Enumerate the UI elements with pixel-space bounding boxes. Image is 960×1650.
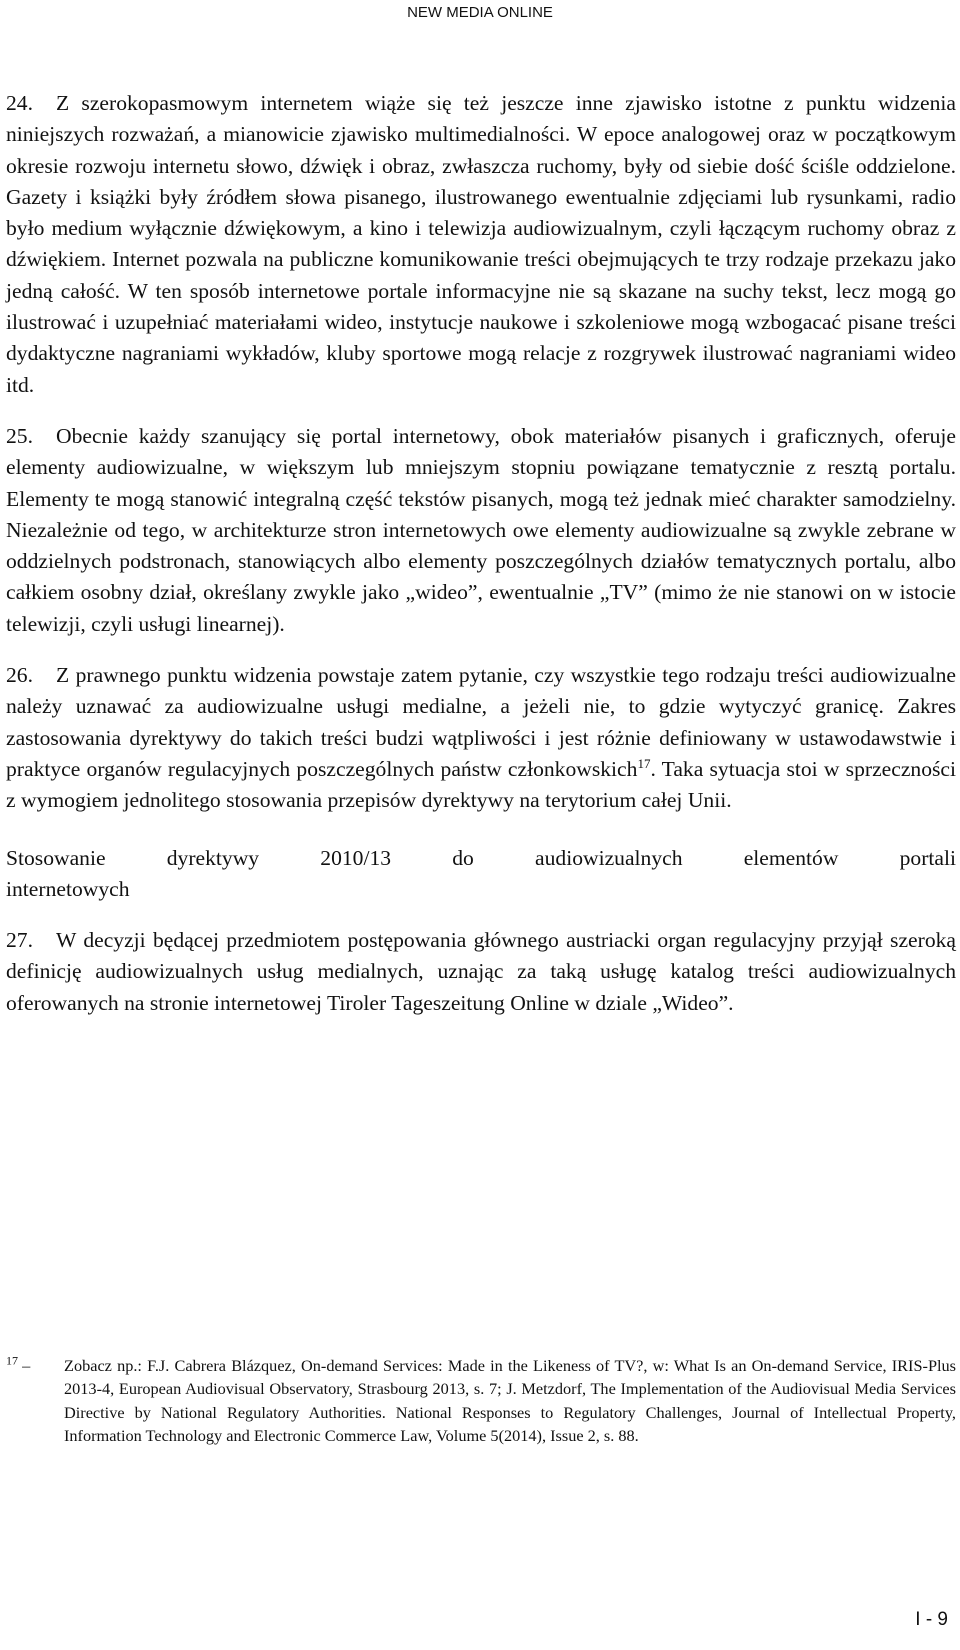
paragraph-number: 26. — [6, 663, 33, 688]
paragraph-24 — [6, 88, 956, 401]
paragraph-number: 24. — [6, 91, 33, 115]
footnote-17 — [6, 1354, 956, 1447]
paragraph-25 — [6, 421, 956, 640]
footnote-reference[interactable]: 17 — [637, 755, 651, 771]
paragraph-27 — [6, 925, 956, 1019]
paragraph-text: W decyzji będącej przedmiotem postępowania głównego austriacki organ regulacyjny przyjął szeroką definicję audiowizualnych usług medialnych, uznając za taką usługę katalog treści audiowizualnych oferowanych na stronie internetowej Tiroler Tageszeitung Online w dziale „Wideo”. — [6, 928, 956, 1015]
page-number: I - 9 — [915, 1609, 948, 1630]
footnote-dash: – — [22, 1356, 31, 1375]
document-body — [6, 88, 956, 1019]
paragraph-26 — [6, 660, 956, 816]
paragraph-text: Obecnie każdy szanujący się portal internetowy, obok materiałów pisanych i graficznych, oferuje elementy audiowizualne, w większym lub mniejszym stopniu powiązane tematycznie z resztą portalu. Elementy te mogą stanowić integralną część tekstów pisanych, mogą też jednak mieć charakter samodzielny. Niezależnie od tego, w architekturze stron internetowych owe elementy audiowizualne są zwykle zebrane w oddzielnych podstronach, stanowiących albo elementy poszczególnych działów tematycznych portalu, albo całkiem osobny dział, określany zwykle jako „wideo”, ewentualnie „TV” (mimo że nie stanowi on w istocie telewizji, czyli usługi linearnej). — [6, 423, 956, 636]
footnote-marker — [6, 1354, 62, 1377]
footnote-text: Zobacz np.: F.J. Cabrera Blázquez, On-demand Services: Made in the Likeness of TV?, w: What Is an On-demand Service, IRIS-Plus 2013-4, European Audiovisual Observatory, Strasbourg 2013, s. 7; J. Metzdorf, The Implementation of the Audiovisual Media Services Directive by National Regulatory Authorities. National Responses to Regulatory Challenges, Journal of Intellectual Property, Information Technology and Electronic Commerce Law, Volume 5(2014), Issue 2, s. 88. — [64, 1356, 956, 1445]
section-heading: Stosowanie dyrektywy 2010/13 do audiowizualnych elementów portali — [6, 845, 956, 870]
paragraph-text-continued: . Taka sytuacja stoi w sprzeczności z wymogiem jednolitego stosowania przepisów dyrektywy na terytorium całej Unii. — [6, 756, 956, 813]
paragraph-number: 27. — [6, 928, 33, 953]
paragraph-text: Z prawnego punktu widzenia powstaje zatem pytanie, czy wszystkie tego rodzaju treści audiowizualne należy uznawać za audiowizualne usługi medialne, a jeżeli nie, to gdzie wytyczyć granicę. Zakres zastosowania dyrektywy do takich treści budzi wątpliwości i jest różnie definiowany w ustawodawstwie i praktyce organów regulacyjnych poszczególnych państw członkowskich — [6, 663, 956, 781]
running-header: NEW MEDIA ONLINE — [407, 4, 553, 21]
footnote-number: 17 — [6, 1353, 18, 1368]
paragraph-number: 25. — [6, 423, 33, 448]
paragraph-text: Z szerokopasmowym internetem wiąże się też jeszcze inne zjawisko istotne z punktu widzenia niniejszych rozważań, a mianowicie zjawisko multimedialności. W epoce analogowej oraz w początkowym okresie rozwoju internetu słowo, dźwięk i obraz, zwłaszcza ruchomy, były od siebie dość ściśle oddzielone. Gazety i książki były źródłem słowa pisanego, ilustrowanego ewentualnie zdjęciami lub rysunkami, radio było medium wyłącznie dźwiękowym, a kino i telewizja audiowizualnym, czyli łączącym ruchomy obraz z dźwiękiem. Internet pozwala na publiczne komunikowanie treści obejmujących te trzy rodzaje przekazu jako jedną całość. W ten sposób internetowe portale informacyjne nie są skazane na suchy tekst, lecz mogą go ilustrować i uzupełniać materiałami wideo, instytucje naukowe i szkoleniowe mogą wzbogacać pisane treści dydaktyczne nagraniami wykładów, kluby sportowe mogą relacje z rozgrywek ilustrować nagraniami wideo itd. — [6, 91, 956, 397]
section-heading-continued: internetowych — [6, 876, 130, 901]
